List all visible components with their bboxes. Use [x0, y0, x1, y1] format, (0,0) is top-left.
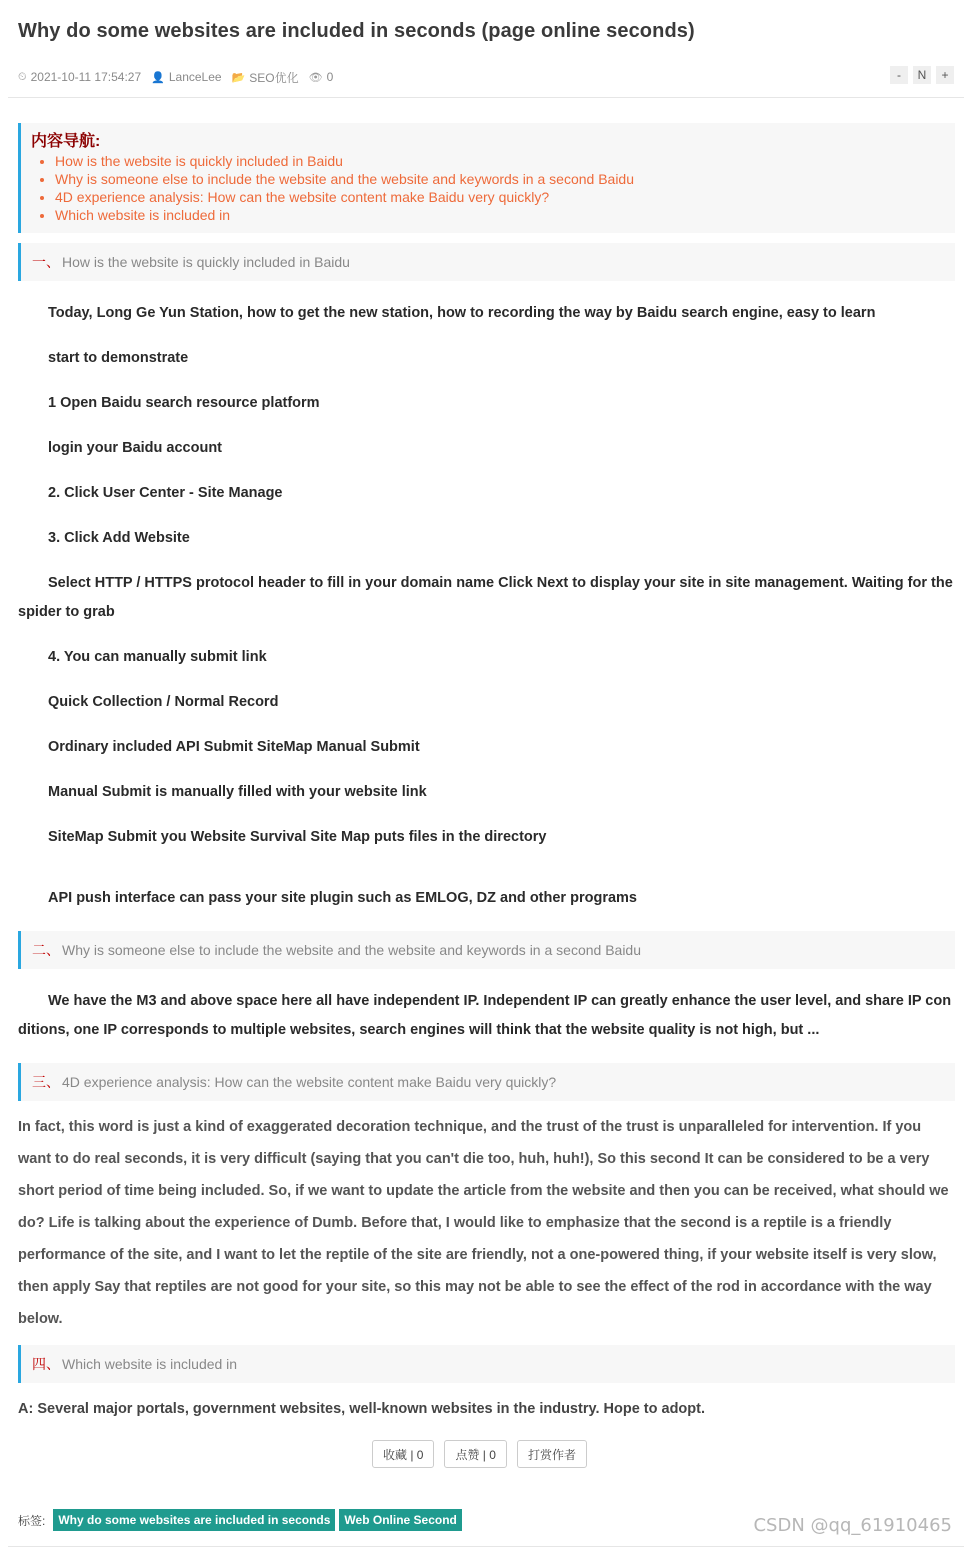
font-decrease-button[interactable]: -	[890, 66, 908, 84]
font-size-controls	[885, 66, 954, 84]
folder-icon: 📂	[231, 71, 246, 84]
toc-title: 内容导航:	[31, 133, 101, 150]
toc-link-3[interactable]: 4D experience analysis: How can the website content make Baidu very quickly?	[55, 189, 550, 205]
toc-item	[55, 170, 955, 188]
meta-category-text[interactable]: SEO优化	[249, 70, 299, 85]
section-number: 一、	[32, 254, 60, 270]
csdn-watermark: CSDN @qq_61910465	[753, 1515, 952, 1536]
clock-icon: ⏲	[18, 70, 27, 83]
reward-author-button[interactable]: 打赏作者	[517, 1440, 587, 1468]
section-number: 二、	[32, 942, 60, 958]
paragraph: Select HTTP / HTTPS protocol header to fill in your domain name Click Next to display your site in site management. Waiting for the spider to grab	[18, 575, 953, 620]
tag-item[interactable]: Web Online Second	[339, 1509, 461, 1531]
section-title: Why is someone else to include the website and the website and keywords in a second Baidu	[62, 942, 642, 958]
section-title: 4D experience analysis: How can the website content make Baidu very quickly?	[62, 1074, 557, 1090]
toc-item	[55, 206, 955, 224]
section-heading-4	[18, 1345, 955, 1383]
paragraph: We have the M3 and above space here all have independent IP. Independent IP can greatly enhance the user level, and share IP conditions, one IP corresponds to multiple websites, search engines will think that the website quality is not high, but ...	[18, 993, 952, 1038]
paragraph: 4. You can manually submit link	[48, 649, 267, 665]
section-number: 三、	[32, 1074, 60, 1090]
section-title: Which website is included in	[62, 1356, 238, 1372]
section-heading-2	[18, 931, 955, 969]
paragraph: login your Baidu account	[48, 440, 223, 456]
paragraph: 1 Open Baidu search resource platform	[48, 395, 320, 411]
section-heading-1	[18, 243, 955, 281]
meta-date	[18, 70, 141, 84]
paragraph: 3. Click Add Website	[48, 530, 190, 546]
paragraph: 2. Click User Center - Site Manage	[48, 485, 283, 501]
paragraph: SiteMap Submit you Website Survival Site Map puts files in the directory	[48, 829, 547, 845]
toc-link-1[interactable]: How is the website is quickly included in Baidu	[55, 153, 343, 169]
meta-category[interactable]	[232, 69, 299, 86]
paragraph: Today, Long Ge Yun Station, how to get the new station, how to recording the way by Baidu search engine, easy to learn	[48, 305, 876, 321]
paragraph: Ordinary included API Submit SiteMap Manual Submit	[48, 739, 420, 755]
eye-icon: 👁	[308, 71, 323, 84]
meta-views-text: 0	[326, 70, 334, 84]
user-icon: 👤	[151, 71, 165, 84]
paragraph: In fact, this word is just a kind of exaggerated decoration technique, and the trust of the trust is unparalleled for intervention. If you want to do real seconds, it is very difficult (saying that you can't die too, huh, huh!), So this second It can be considered to be a very short period of time being included. So, if we want to update the article from the website and then you can be received, what should we do? Life is talking about the experience of Dumb. Before that, I would like to emphasize that the second is a reptile is a friendly performance of the site, and I want to let the reptile of the site are friendly, not a one-powered thing, if your website itself is very slow, then apply Say that reptiles are not good for your site, so this may not be able to see the effect of the rod in accordance with the way below.	[18, 1119, 949, 1327]
toc-item	[55, 152, 955, 170]
meta-author-text[interactable]: LanceLee	[168, 70, 222, 84]
toc-item	[55, 188, 955, 206]
toc-link-4[interactable]: Which website is included in	[55, 207, 231, 223]
meta-date-text: 2021-10-11 17:54:27	[30, 70, 142, 84]
meta-views	[309, 70, 334, 84]
paragraph: Quick Collection / Normal Record	[48, 694, 279, 710]
section-title: How is the website is quickly included in Baidu	[62, 254, 350, 270]
like-button[interactable]: 点赞 | 0	[444, 1440, 506, 1468]
meta-author[interactable]	[151, 70, 221, 84]
section-heading-3	[18, 1063, 955, 1101]
tags-bar	[18, 1509, 466, 1531]
article-title: Why do some websites are included in seconds (page online seconds)	[18, 20, 695, 42]
footer-divider	[8, 1546, 964, 1547]
tags-label: 标签:	[18, 1513, 46, 1528]
font-increase-button[interactable]: +	[936, 66, 954, 84]
paragraph: start to demonstrate	[48, 350, 189, 366]
font-normal-button[interactable]: N	[913, 66, 931, 84]
header-divider	[8, 97, 964, 98]
article-meta	[18, 69, 343, 85]
tag-item[interactable]: Why do some websites are included in seconds	[53, 1509, 335, 1531]
toc-link-2[interactable]: Why is someone else to include the website and the website and keywords in a second Baidu	[55, 171, 635, 187]
content-navigation	[18, 123, 955, 233]
article-actions	[372, 1440, 597, 1468]
favorite-button[interactable]: 收藏 | 0	[372, 1440, 434, 1468]
paragraph: API push interface can pass your site plugin such as EMLOG, DZ and other programs	[48, 890, 637, 906]
section-number: 四、	[32, 1356, 60, 1372]
paragraph: A: Several major portals, government websites, well-known websites in the industry. Hope to adopt.	[18, 1401, 706, 1417]
paragraph: Manual Submit is manually filled with your website link	[48, 784, 427, 800]
toc-list	[31, 152, 955, 224]
